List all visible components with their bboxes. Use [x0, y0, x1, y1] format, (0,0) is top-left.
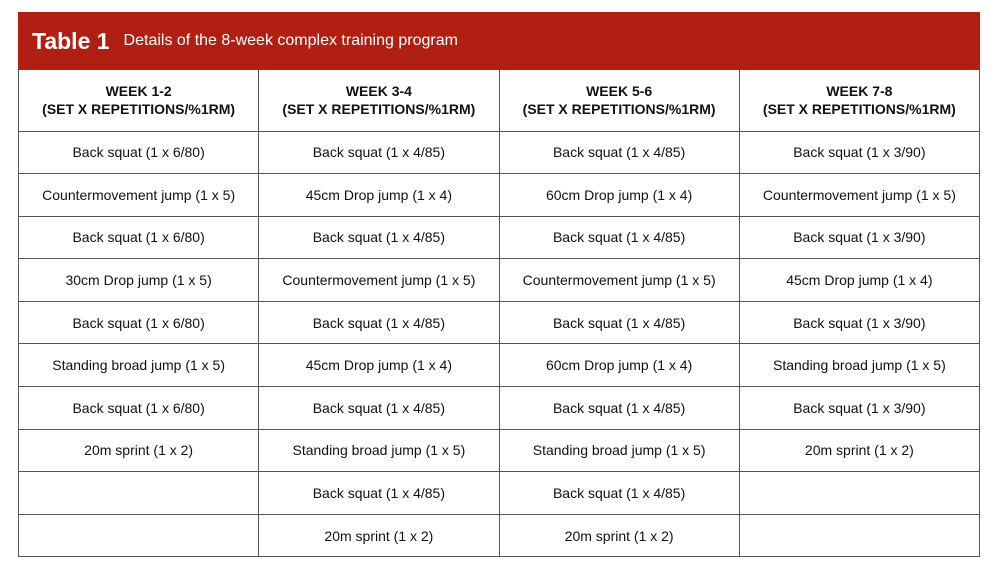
table-cell: 45cm Drop jump (1 x 4): [259, 174, 499, 217]
table-cell: Standing broad jump (1 x 5): [19, 344, 259, 387]
table-cell: Countermovement jump (1 x 5): [259, 259, 499, 302]
header-week-1-2: [19, 70, 259, 131]
table-cell: 60cm Drop jump (1 x 4): [499, 344, 739, 387]
table-cell: [739, 472, 979, 515]
table-cell: [19, 514, 259, 557]
header-week-label: WEEK 5-6: [586, 83, 653, 100]
table-cell: 60cm Drop jump (1 x 4): [499, 174, 739, 217]
table-row: [19, 301, 980, 344]
table-cell: Back squat (1 x 4/85): [499, 387, 739, 430]
table-cell: Back squat (1 x 4/85): [499, 216, 739, 259]
table-cell: [739, 514, 979, 557]
table-cell: Back squat (1 x 6/80): [19, 216, 259, 259]
table-cell: 45cm Drop jump (1 x 4): [739, 259, 979, 302]
header-sub-label: (SET X REPETITIONS/%1RM): [522, 101, 716, 118]
table-cell: Standing broad jump (1 x 5): [259, 429, 499, 472]
table-cell: 30cm Drop jump (1 x 5): [19, 259, 259, 302]
header-sub-label: (SET X REPETITIONS/%1RM): [282, 101, 476, 118]
table-cell: Back squat (1 x 3/90): [739, 387, 979, 430]
table-cell: Back squat (1 x 4/85): [259, 131, 499, 174]
table-cell: 20m sprint (1 x 2): [19, 429, 259, 472]
table-cell: Back squat (1 x 3/90): [739, 216, 979, 259]
table-row: [19, 344, 980, 387]
header-week-7-8: [739, 70, 979, 131]
header-week-3-4: [259, 70, 499, 131]
table-cell: Standing broad jump (1 x 5): [499, 429, 739, 472]
table-cell: Back squat (1 x 4/85): [499, 472, 739, 515]
table-label: Table 1: [32, 27, 110, 54]
table-cell: 20m sprint (1 x 2): [739, 429, 979, 472]
table-cell: Standing broad jump (1 x 5): [739, 344, 979, 387]
table-cell: Back squat (1 x 4/85): [259, 472, 499, 515]
table-cell: [19, 472, 259, 515]
table-cell: Back squat (1 x 6/80): [19, 131, 259, 174]
table-cell: Countermovement jump (1 x 5): [19, 174, 259, 217]
header-sub-label: (SET X REPETITIONS/%1RM): [42, 101, 236, 118]
table-row: [19, 514, 980, 557]
table-cell: 20m sprint (1 x 2): [259, 514, 499, 557]
table-row: [19, 387, 980, 430]
header-week-5-6: [499, 70, 739, 131]
table-cell: Back squat (1 x 4/85): [259, 387, 499, 430]
table-cell: Back squat (1 x 4/85): [499, 301, 739, 344]
table-row: [19, 131, 980, 174]
table-cell: Back squat (1 x 4/85): [259, 216, 499, 259]
table-row: [19, 429, 980, 472]
training-program-table: [18, 12, 980, 557]
program-grid: [18, 70, 980, 557]
header-week-label: WEEK 1-2: [105, 83, 172, 100]
table-cell: Back squat (1 x 3/90): [739, 131, 979, 174]
table-cell: Countermovement jump (1 x 5): [499, 259, 739, 302]
table-cell: Countermovement jump (1 x 5): [739, 174, 979, 217]
header-week-label: WEEK 3-4: [345, 83, 412, 100]
table-cell: Back squat (1 x 3/90): [739, 301, 979, 344]
header-row: [19, 70, 980, 131]
table-cell: Back squat (1 x 6/80): [19, 301, 259, 344]
table-cell: Back squat (1 x 4/85): [259, 301, 499, 344]
table-caption: Details of the 8-week complex training program: [123, 32, 458, 49]
table-row: [19, 472, 980, 515]
table-cell: 45cm Drop jump (1 x 4): [259, 344, 499, 387]
table-cell: Back squat (1 x 4/85): [499, 131, 739, 174]
header-sub-label: (SET X REPETITIONS/%1RM): [762, 101, 956, 118]
table-cell: Back squat (1 x 6/80): [19, 387, 259, 430]
header-week-label: WEEK 7-8: [826, 83, 893, 100]
table-row: [19, 174, 980, 217]
table-row: [19, 216, 980, 259]
table-title-bar: [18, 12, 980, 70]
table-cell: 20m sprint (1 x 2): [499, 514, 739, 557]
table-row: [19, 259, 980, 302]
